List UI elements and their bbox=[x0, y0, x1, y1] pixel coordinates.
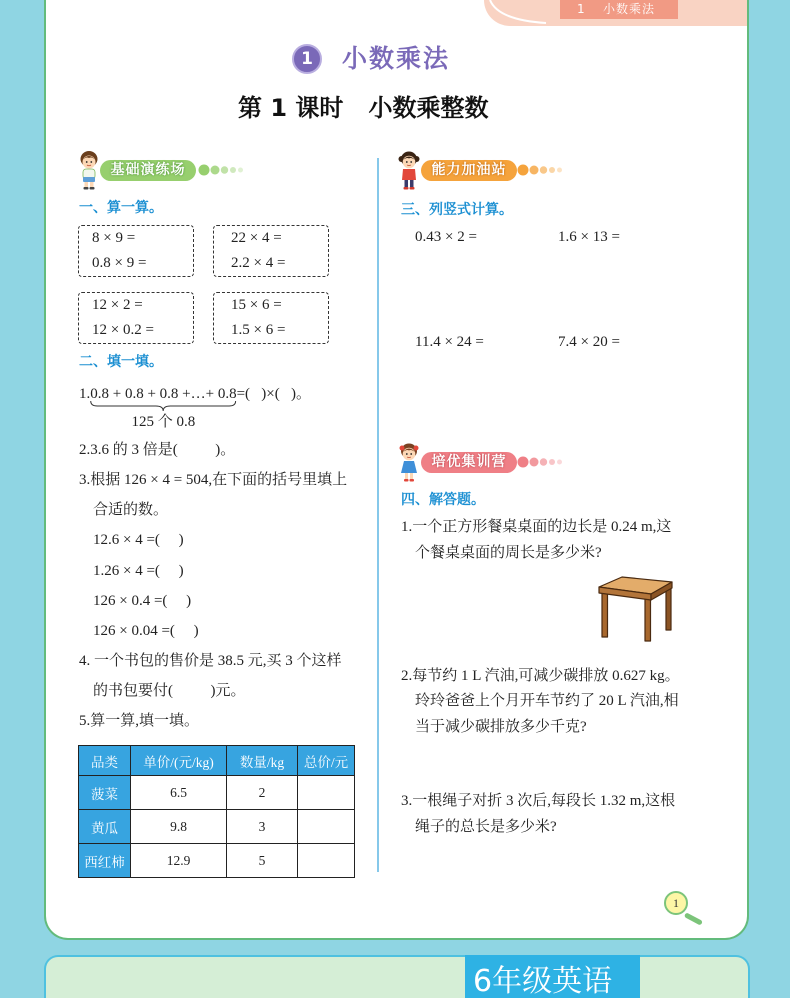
fill-question-3-line: 合适的数。 bbox=[93, 502, 169, 518]
badge-dots-decoration bbox=[198, 163, 246, 177]
girl-mascot-icon bbox=[398, 442, 420, 482]
fill-question-4-line: 的书包要付( )元。 bbox=[93, 683, 246, 699]
section1-heading: 一、算一算。 bbox=[79, 200, 163, 216]
next-book-label-block bbox=[465, 955, 640, 998]
next-book-card bbox=[44, 955, 750, 998]
unit-number-badge: 1 bbox=[292, 44, 322, 74]
calc-box bbox=[213, 225, 329, 277]
table-header: 品类 bbox=[79, 746, 131, 776]
fill-question-3-item: 12.6 × 4 =( ) bbox=[93, 532, 184, 548]
answer-blanks: =( )×( )。 bbox=[236, 386, 311, 402]
fill-question-4-line: 4. 一个书包的售价是 38.5 元,买 3 个这样 bbox=[79, 653, 342, 669]
page-number: 1 bbox=[664, 891, 688, 915]
calc-item: 1.5 × 6 = bbox=[231, 322, 286, 338]
calc-item: 8 × 9 = bbox=[92, 230, 136, 246]
word-problem-1-line: 1.一个正方形餐桌桌面的边长是 0.24 m,这 bbox=[401, 519, 672, 535]
table-cell bbox=[298, 810, 355, 844]
calc-item: 12 × 2 = bbox=[92, 297, 143, 313]
table-header: 单价/(元/kg) bbox=[131, 746, 227, 776]
word-problem-2-line: 当于减少碳排放多少千克? bbox=[415, 719, 587, 735]
badge-ability-boost: 能力加油站 bbox=[421, 160, 517, 181]
calc-item: 22 × 4 = bbox=[231, 230, 282, 246]
fill-question-3-line: 3.根据 126 × 4 = 504,在下面的括号里填上 bbox=[79, 472, 348, 488]
vertical-calc-problem: 1.6 × 13 = bbox=[558, 229, 620, 245]
table-cell: 5 bbox=[227, 844, 298, 878]
fill-question-5: 5.算一算,填一填。 bbox=[79, 713, 200, 729]
section4-heading: 四、解答题。 bbox=[401, 492, 485, 508]
word-problem-1-line: 个餐桌桌面的周长是多少米? bbox=[415, 545, 602, 561]
word-problem-3-line: 绳子的总长是多少米? bbox=[415, 819, 557, 835]
table-cell bbox=[298, 844, 355, 878]
fill-question-3-item: 1.26 × 4 =( ) bbox=[93, 563, 184, 579]
corner-unit-number: 1 bbox=[577, 2, 585, 16]
unit-title: 小数乘法 bbox=[342, 44, 451, 73]
underbrace-icon bbox=[90, 400, 236, 412]
section2-heading: 二、填一填。 bbox=[79, 354, 163, 370]
fill-question-1 bbox=[79, 384, 311, 430]
table-cell: 菠菜 bbox=[79, 776, 131, 810]
fill-question-3-item: 126 × 0.04 =( ) bbox=[93, 623, 199, 639]
badge-dots-decoration bbox=[517, 455, 565, 469]
corner-unit-title: 小数乘法 bbox=[603, 2, 656, 16]
calc-item: 12 × 0.2 = bbox=[92, 322, 154, 338]
section3-heading: 三、列竖式计算。 bbox=[401, 202, 513, 218]
vertical-calc-problem: 0.43 × 2 = bbox=[415, 229, 477, 245]
vertical-calc-problem: 7.4 × 20 = bbox=[558, 334, 620, 350]
badge-basic-practice: 基础演练场 bbox=[100, 160, 196, 181]
brace-label: 125 个 0.8 bbox=[131, 414, 196, 430]
table-row bbox=[79, 776, 355, 810]
table-cell: 6.5 bbox=[131, 776, 227, 810]
fill-question-3-item: 126 × 0.4 =( ) bbox=[93, 593, 192, 609]
boy-mascot-icon bbox=[78, 150, 100, 190]
calc-item: 2.2 × 4 = bbox=[231, 255, 286, 271]
word-problem-2-line: 玲玲爸爸上个月开车节约了 20 L 汽油,相 bbox=[415, 693, 679, 709]
table-header: 数量/kg bbox=[227, 746, 298, 776]
column-divider bbox=[377, 158, 379, 872]
braced-sum: 0.8 + 0.8 + 0.8 +…+ 0.8 bbox=[90, 386, 237, 402]
vertical-calc-problem: 11.4 × 24 = bbox=[415, 334, 484, 350]
table-row bbox=[79, 844, 355, 878]
fill-question-2: 2.3.6 的 3 倍是( )。 bbox=[79, 442, 236, 458]
braced-expression bbox=[90, 384, 237, 430]
table-cell: 12.9 bbox=[131, 844, 227, 878]
lesson-title: 第 1 课时 小数乘整数 bbox=[238, 94, 489, 122]
badge-advanced-training: 培优集训营 bbox=[421, 452, 517, 473]
word-problem-3-line: 3.一根绳子对折 3 次后,每段长 1.32 m,这根 bbox=[401, 793, 676, 809]
calc-item: 15 × 6 = bbox=[231, 297, 282, 313]
question-number: 1. bbox=[79, 386, 91, 402]
table-cell: 9.8 bbox=[131, 810, 227, 844]
word-problem-2-line: 2.每节约 1 L 汽油,可减少碳排放 0.627 kg。 bbox=[401, 668, 680, 684]
table-cell: 3 bbox=[227, 810, 298, 844]
corner-unit-tab bbox=[560, 0, 678, 19]
calc-box bbox=[78, 292, 194, 344]
girl-mascot-icon bbox=[398, 150, 420, 190]
table-cell: 西红柿 bbox=[79, 844, 131, 878]
badge-dots-decoration bbox=[517, 163, 565, 177]
table-header: 总价/元 bbox=[298, 746, 355, 776]
table-cell: 2 bbox=[227, 776, 298, 810]
table-header-row bbox=[79, 746, 355, 776]
next-book-title: 6年级英语 bbox=[473, 964, 613, 998]
calc-box bbox=[213, 292, 329, 344]
table-cell bbox=[298, 776, 355, 810]
calc-box bbox=[78, 225, 194, 277]
dining-table-illustration bbox=[596, 575, 674, 643]
table-cell: 黄瓜 bbox=[79, 810, 131, 844]
calc-item: 0.8 × 9 = bbox=[92, 255, 147, 271]
table-row bbox=[79, 810, 355, 844]
price-table bbox=[78, 745, 355, 878]
